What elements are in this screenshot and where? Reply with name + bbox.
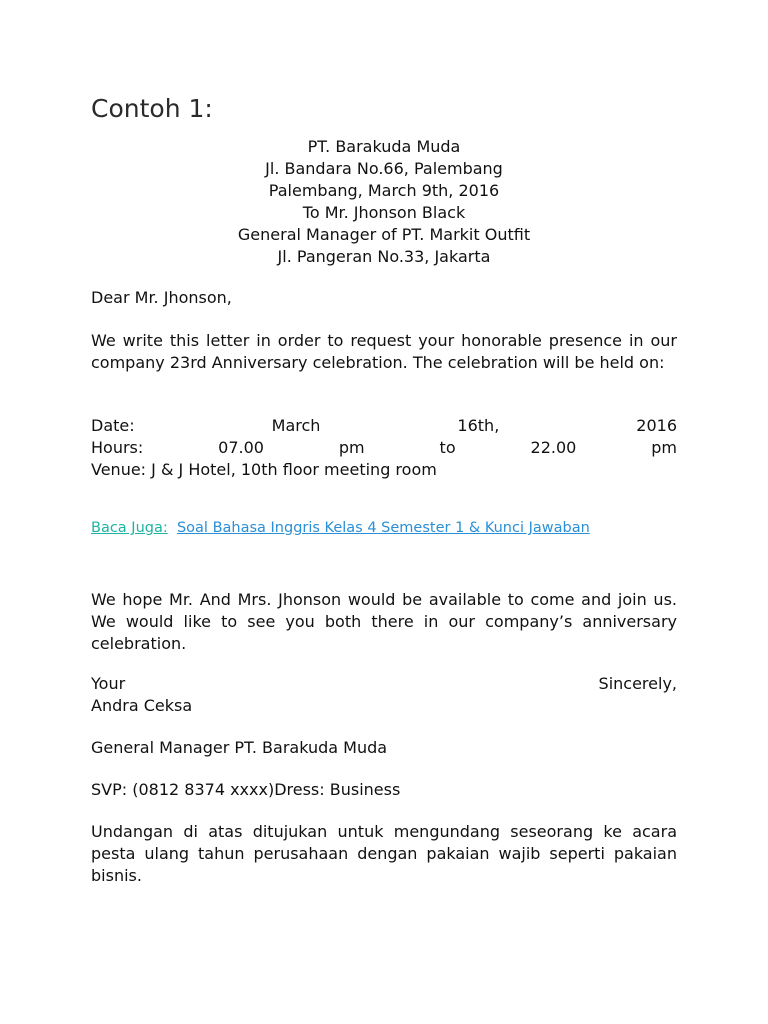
intro-paragraph: We write this letter in order to request your honorable presence in our company 23rd Anniversary celebration. The celebration will be held on:	[91, 331, 677, 372]
rsvp-dress-line: SVP: (0812 8374 xxxx)Dress: Business	[91, 780, 401, 799]
closing-block	[91, 673, 677, 717]
page-title: Contoh 1:	[91, 94, 213, 123]
hours-word: pm	[338, 438, 365, 457]
salutation: Dear Mr. Jhonson,	[91, 288, 232, 307]
baca-juga-block	[91, 518, 631, 538]
date-word: Date:	[91, 416, 135, 435]
venue-line: Venue: J & J Hotel, 10th floor meeting room	[91, 460, 437, 479]
baca-juga-label: Baca Juga:	[91, 520, 168, 536]
closing-your: Your	[91, 674, 126, 693]
hours-word: 22.00	[530, 438, 577, 457]
date-word: 16th,	[457, 416, 500, 435]
baca-juga-link[interactable]: Soal Bahasa Inggris Kelas 4 Semester 1 & Kunci Jawaban	[176, 520, 590, 536]
closing-line	[91, 673, 677, 695]
sender-company: PT. Barakuda Muda	[307, 137, 461, 156]
letter-header	[91, 136, 677, 268]
letter-date: Palembang, March 9th, 2016	[268, 181, 500, 200]
closing-sincerely: Sincerely,	[598, 674, 677, 693]
hours-word: 07.00	[218, 438, 264, 457]
hours-word: pm	[651, 438, 677, 457]
hours-line	[91, 437, 677, 459]
hours-word: Hours:	[91, 438, 144, 457]
date-word: March	[271, 416, 321, 435]
event-details	[91, 415, 677, 481]
date-line	[91, 415, 677, 437]
hope-paragraph: We hope Mr. And Mrs. Jhonson would be available to come and join us. We would like to see you both there in our company’s anniversary celebration.	[91, 590, 677, 653]
sender-address: Jl. Bandara No.66, Palembang	[265, 159, 503, 178]
date-word: 2016	[636, 416, 677, 435]
signer-name: Andra Ceksa	[91, 696, 193, 715]
recipient-title: General Manager of PT. Markit Outfit	[237, 225, 531, 244]
recipient-address: Jl. Pangeran No.33, Jakarta	[277, 247, 491, 266]
explanation-paragraph: Undangan di atas ditujukan untuk mengundang seseorang ke acara pesta ulang tahun perusahaan dengan pakaian wajib seperti pakaian bisnis.	[91, 822, 677, 885]
signer-title: General Manager PT. Barakuda Muda	[91, 738, 388, 757]
recipient-name: To Mr. Jhonson Black	[302, 203, 466, 222]
hours-word: to	[439, 438, 456, 457]
